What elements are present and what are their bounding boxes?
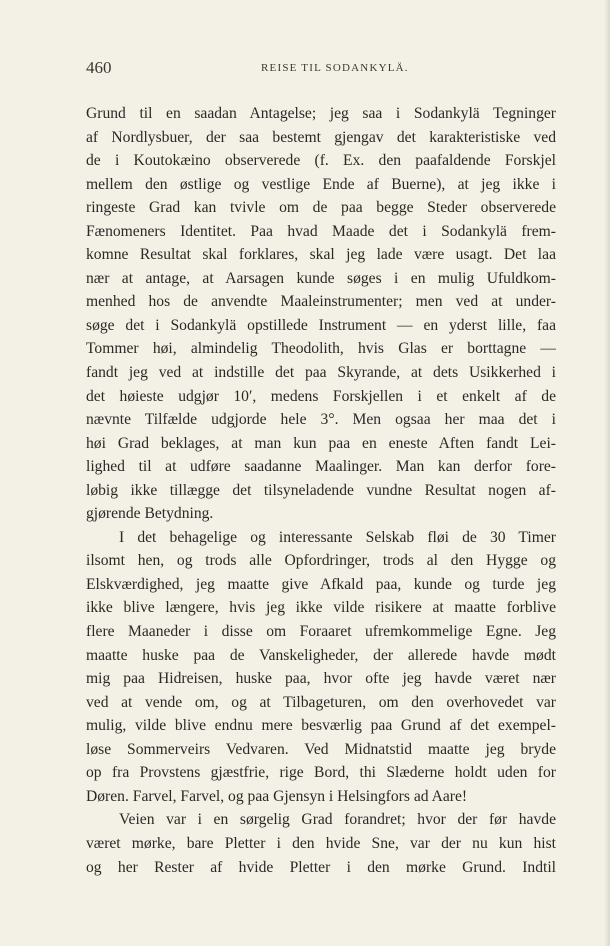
- text-line: maatte huske paa de Vanskeligheder, der allerede havde mødt: [86, 646, 556, 664]
- text-line: det høieste udgjør 10′, medens Forskjellen i et enkelt af de: [86, 387, 556, 405]
- text-line: ringeste Grad kan tvivle om de paa begge Steder observerede: [86, 199, 556, 217]
- text-line: af Nordlysbuer, der saa bestemt gjengav det karakteristiske ved: [86, 128, 556, 146]
- text-line: komne Resultat skal forklares, skal jeg lade være usagt. Det laa: [86, 246, 556, 264]
- page-edge-shadow: [604, 0, 610, 946]
- text-line: høi Grad beklages, at man kun paa en eneste Aften fandt Lei-: [86, 434, 556, 452]
- text-line: mellem den østlige og vestlige Ende af Buerne), at jeg ikke i: [86, 175, 556, 193]
- text-line: Fænomeners Identitet. Paa hvad Maade det i Sodankylä frem-: [86, 222, 556, 240]
- text-line: Elskværdighed, jeg maatte give Afkald paa, kunde og turde jeg: [86, 575, 556, 593]
- text-line: ikke blive længere, hvis jeg ikke vilde risikere at maatte forblive: [86, 599, 556, 617]
- text-line: Døren. Farvel, Farvel, og paa Gjensyn i Helsingfors ad Aare!: [86, 787, 468, 805]
- text-line: ilsomt hen, og trods alle Opfordringer, trods al den Hygge og: [86, 552, 556, 570]
- text-line: flere Maaneder i disse om Foraaret ufremkommelige Egne. Jeg: [86, 623, 556, 641]
- text-line: nær at antage, at Aarsagen kunde søges i en mulig Ufuldkom-: [86, 269, 556, 287]
- text-line: løbig ikke tillægge det tilsyneladende vundne Resultat nogen af-: [86, 481, 556, 499]
- text-line: været mørke, bare Pletter i den hvide Sne, var der nu kun hist: [86, 834, 556, 852]
- text-line: Tommer høi, almindelig Theodolith, hvis Glas er borttagne —: [86, 340, 556, 358]
- text-line: mulig, vilde blive endnu mere besværlig paa Grund af det exempel-: [86, 717, 556, 735]
- text-line: løse Sommerveirs Vedvaren. Ved Midnatstid maatte jeg bryde: [86, 740, 556, 758]
- text-line: menhed hos de anvendte Maaleinstrumenter; men ved at under-: [86, 293, 556, 311]
- page-number: 460: [86, 58, 112, 77]
- text-line: I det behagelige og interessante Selskab fløi de 30 Timer: [119, 528, 556, 546]
- text-line: nævnte Tilfælde udgjorde hele 3°. Men ogsaa her maa det i: [86, 411, 556, 429]
- body-text: [86, 102, 556, 879]
- text-line: lighed til at udføre saadanne Maalinger. Man kan derfor fore-: [86, 458, 556, 476]
- text-line: mig paa Hidreisen, huske paa, hvor ofte jeg havde været nær: [86, 670, 556, 688]
- page-header: [86, 58, 556, 78]
- text-line: Veien var i en sørgelig Grad forandret; hvor der før havde: [119, 811, 556, 829]
- text-line: fandt jeg ved at indstille det paa Skyrande, at dets Usikkerhed i: [86, 364, 556, 382]
- text-line: Grund til en saadan Antagelse; jeg saa i Sodankylä Tegninger: [86, 105, 556, 122]
- text-line: de i Koutokæino observerede (f. Ex. den paafaldende Forskjel: [86, 152, 556, 170]
- text-line: gjørende Betydning.: [86, 505, 214, 523]
- text-line: op fra Provstens gjæstfrie, rige Bord, thi Slæderne holdt uden for: [86, 764, 556, 782]
- text-line: ved at vende om, og at Tilbageturen, om den overhovedet var: [86, 693, 556, 711]
- running-head: REISE TIL SODANKYLÄ.: [261, 62, 409, 74]
- text-line: og her Rester af hvide Pletter i den mørke Grund. Indtil: [86, 858, 556, 876]
- text-line: søge det i Sodankylä opstillede Instrument — en yderst lille, faa: [86, 316, 556, 334]
